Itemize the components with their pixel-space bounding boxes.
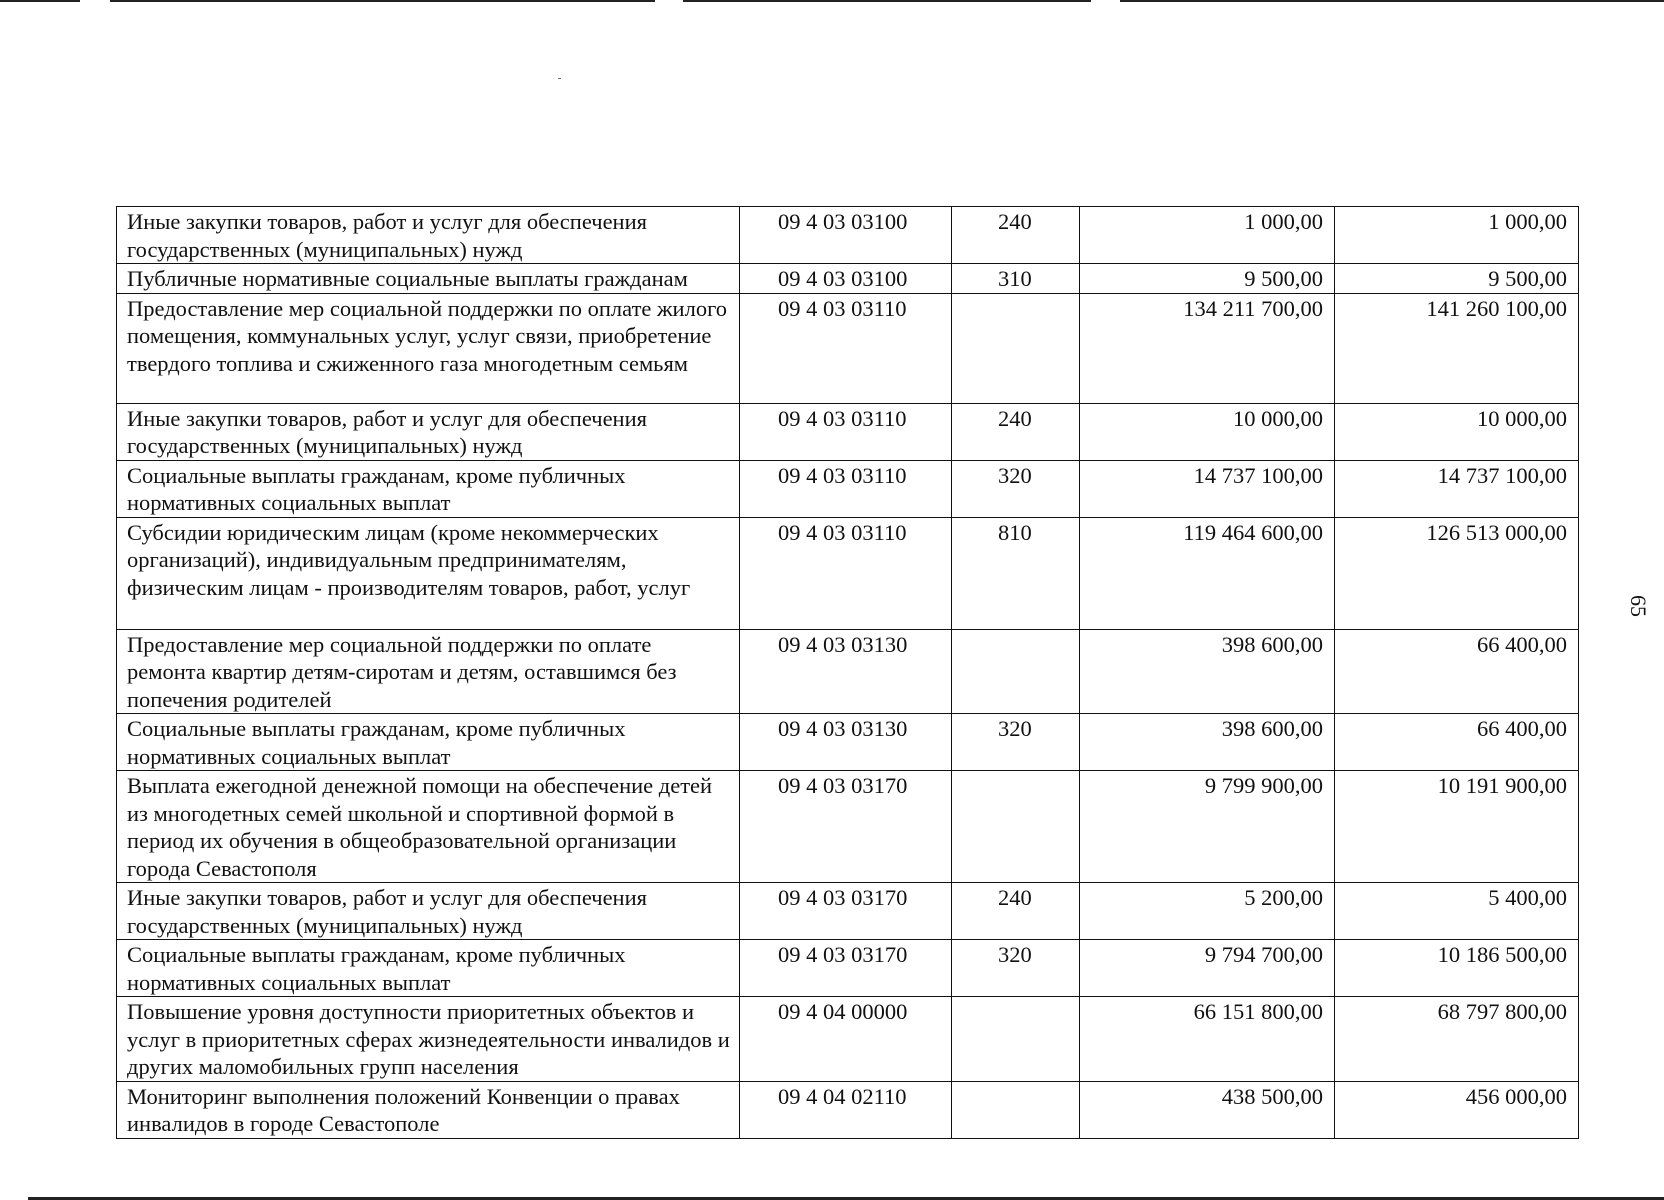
- table-row: [117, 997, 1579, 1082]
- amount-year-1-cell: 398 600,00: [1080, 629, 1335, 714]
- expense-type-cell: 320: [952, 460, 1080, 517]
- amount-year-1-cell: 9 794 700,00: [1080, 940, 1335, 997]
- expense-type-cell: 320: [952, 714, 1080, 771]
- table-row: [117, 403, 1579, 460]
- table-row: [117, 207, 1579, 264]
- scan-speck: [558, 78, 561, 79]
- amount-year-2-cell: 14 737 100,00: [1335, 460, 1579, 517]
- item-name-cell: Публичные нормативные социальные выплаты гражданам: [117, 264, 740, 294]
- amount-year-1-cell: 438 500,00: [1080, 1081, 1335, 1138]
- target-code-cell: 09 4 03 03100: [740, 264, 952, 294]
- item-name-cell: Иные закупки товаров, работ и услуг для обеспечения государственных (муниципальных) нужд: [117, 403, 740, 460]
- amount-year-1-cell: 9 799 900,00: [1080, 771, 1335, 883]
- amount-year-2-cell: 10 186 500,00: [1335, 940, 1579, 997]
- table-row: [117, 714, 1579, 771]
- amount-year-2-cell: 66 400,00: [1335, 714, 1579, 771]
- item-name-cell: Иные закупки товаров, работ и услуг для обеспечения государственных (муниципальных) нужд: [117, 883, 740, 940]
- top-border-line-3: [683, 0, 1091, 2]
- target-code-cell: 09 4 04 00000: [740, 997, 952, 1082]
- expense-type-cell: [952, 997, 1080, 1082]
- item-name-cell: Мониторинг выполнения положений Конвенции о правах инвалидов в городе Севастополе: [117, 1081, 740, 1138]
- table-row: [117, 883, 1579, 940]
- item-name-cell: Выплата ежегодной денежной помощи на обеспечение детей из многодетных семей школьной и спортивной формой в период их обучения в общеобразовательной организации города Севастополя: [117, 771, 740, 883]
- expense-type-cell: 240: [952, 207, 1080, 264]
- table-row: [117, 771, 1579, 883]
- expense-type-cell: [952, 1081, 1080, 1138]
- amount-year-1-cell: 1 000,00: [1080, 207, 1335, 264]
- target-code-cell: 09 4 03 03170: [740, 883, 952, 940]
- table-row: [117, 460, 1579, 517]
- table-row: [117, 1081, 1579, 1138]
- table-body: [117, 207, 1579, 1139]
- expense-type-cell: 810: [952, 517, 1080, 629]
- top-border-line-2: [110, 0, 655, 2]
- table-row: [117, 264, 1579, 294]
- target-code-cell: 09 4 03 03110: [740, 517, 952, 629]
- expense-type-cell: 320: [952, 940, 1080, 997]
- amount-year-1-cell: 66 151 800,00: [1080, 997, 1335, 1082]
- expense-type-cell: 310: [952, 264, 1080, 294]
- amount-year-2-cell: 10 191 900,00: [1335, 771, 1579, 883]
- target-code-cell: 09 4 03 03110: [740, 293, 952, 403]
- target-code-cell: 09 4 03 03130: [740, 629, 952, 714]
- amount-year-1-cell: 119 464 600,00: [1080, 517, 1335, 629]
- expense-type-cell: [952, 629, 1080, 714]
- amount-year-1-cell: 398 600,00: [1080, 714, 1335, 771]
- page-number: 65: [1626, 595, 1651, 617]
- top-border-line-1: [0, 0, 80, 2]
- expense-type-cell: [952, 771, 1080, 883]
- amount-year-2-cell: 68 797 800,00: [1335, 997, 1579, 1082]
- target-code-cell: 09 4 03 03110: [740, 460, 952, 517]
- expense-type-cell: [952, 293, 1080, 403]
- item-name-cell: Социальные выплаты гражданам, кроме публичных нормативных социальных выплат: [117, 460, 740, 517]
- target-code-cell: 09 4 03 03100: [740, 207, 952, 264]
- table-row: [117, 629, 1579, 714]
- budget-table: [116, 206, 1579, 1139]
- target-code-cell: 09 4 03 03110: [740, 403, 952, 460]
- amount-year-1-cell: 14 737 100,00: [1080, 460, 1335, 517]
- expense-type-cell: 240: [952, 403, 1080, 460]
- target-code-cell: 09 4 03 03170: [740, 771, 952, 883]
- amount-year-2-cell: 66 400,00: [1335, 629, 1579, 714]
- item-name-cell: Субсидии юридическим лицам (кроме некоммерческих организаций), индивидуальным предпринимателям, физическим лицам - производителям товаров, работ, услуг: [117, 517, 740, 629]
- table-row: [117, 293, 1579, 403]
- amount-year-1-cell: 134 211 700,00: [1080, 293, 1335, 403]
- amount-year-2-cell: 1 000,00: [1335, 207, 1579, 264]
- item-name-cell: Предоставление мер социальной поддержки по оплате жилого помещения, коммунальных услуг, услуг связи, приобретение твердого топлива и сжиженного газа многодетным семьям: [117, 293, 740, 403]
- amount-year-2-cell: 456 000,00: [1335, 1081, 1579, 1138]
- target-code-cell: 09 4 03 03170: [740, 940, 952, 997]
- amount-year-1-cell: 9 500,00: [1080, 264, 1335, 294]
- item-name-cell: Социальные выплаты гражданам, кроме публичных нормативных социальных выплат: [117, 940, 740, 997]
- target-code-cell: 09 4 03 03130: [740, 714, 952, 771]
- amount-year-2-cell: 10 000,00: [1335, 403, 1579, 460]
- target-code-cell: 09 4 04 02110: [740, 1081, 952, 1138]
- amount-year-2-cell: 5 400,00: [1335, 883, 1579, 940]
- amount-year-2-cell: 141 260 100,00: [1335, 293, 1579, 403]
- item-name-cell: Повышение уровня доступности приоритетных объектов и услуг в приоритетных сферах жизнедеятельности инвалидов и других маломобильных групп населения: [117, 997, 740, 1082]
- table-row: [117, 940, 1579, 997]
- item-name-cell: Иные закупки товаров, работ и услуг для обеспечения государственных (муниципальных) нужд: [117, 207, 740, 264]
- item-name-cell: Социальные выплаты гражданам, кроме публичных нормативных социальных выплат: [117, 714, 740, 771]
- top-border-line-4: [1120, 0, 1664, 2]
- amount-year-2-cell: 9 500,00: [1335, 264, 1579, 294]
- expense-type-cell: 240: [952, 883, 1080, 940]
- item-name-cell: Предоставление мер социальной поддержки по оплате ремонта квартир детям-сиротам и детям, оставшимся без попечения родителей: [117, 629, 740, 714]
- table-row: [117, 517, 1579, 629]
- amount-year-1-cell: 10 000,00: [1080, 403, 1335, 460]
- amount-year-1-cell: 5 200,00: [1080, 883, 1335, 940]
- amount-year-2-cell: 126 513 000,00: [1335, 517, 1579, 629]
